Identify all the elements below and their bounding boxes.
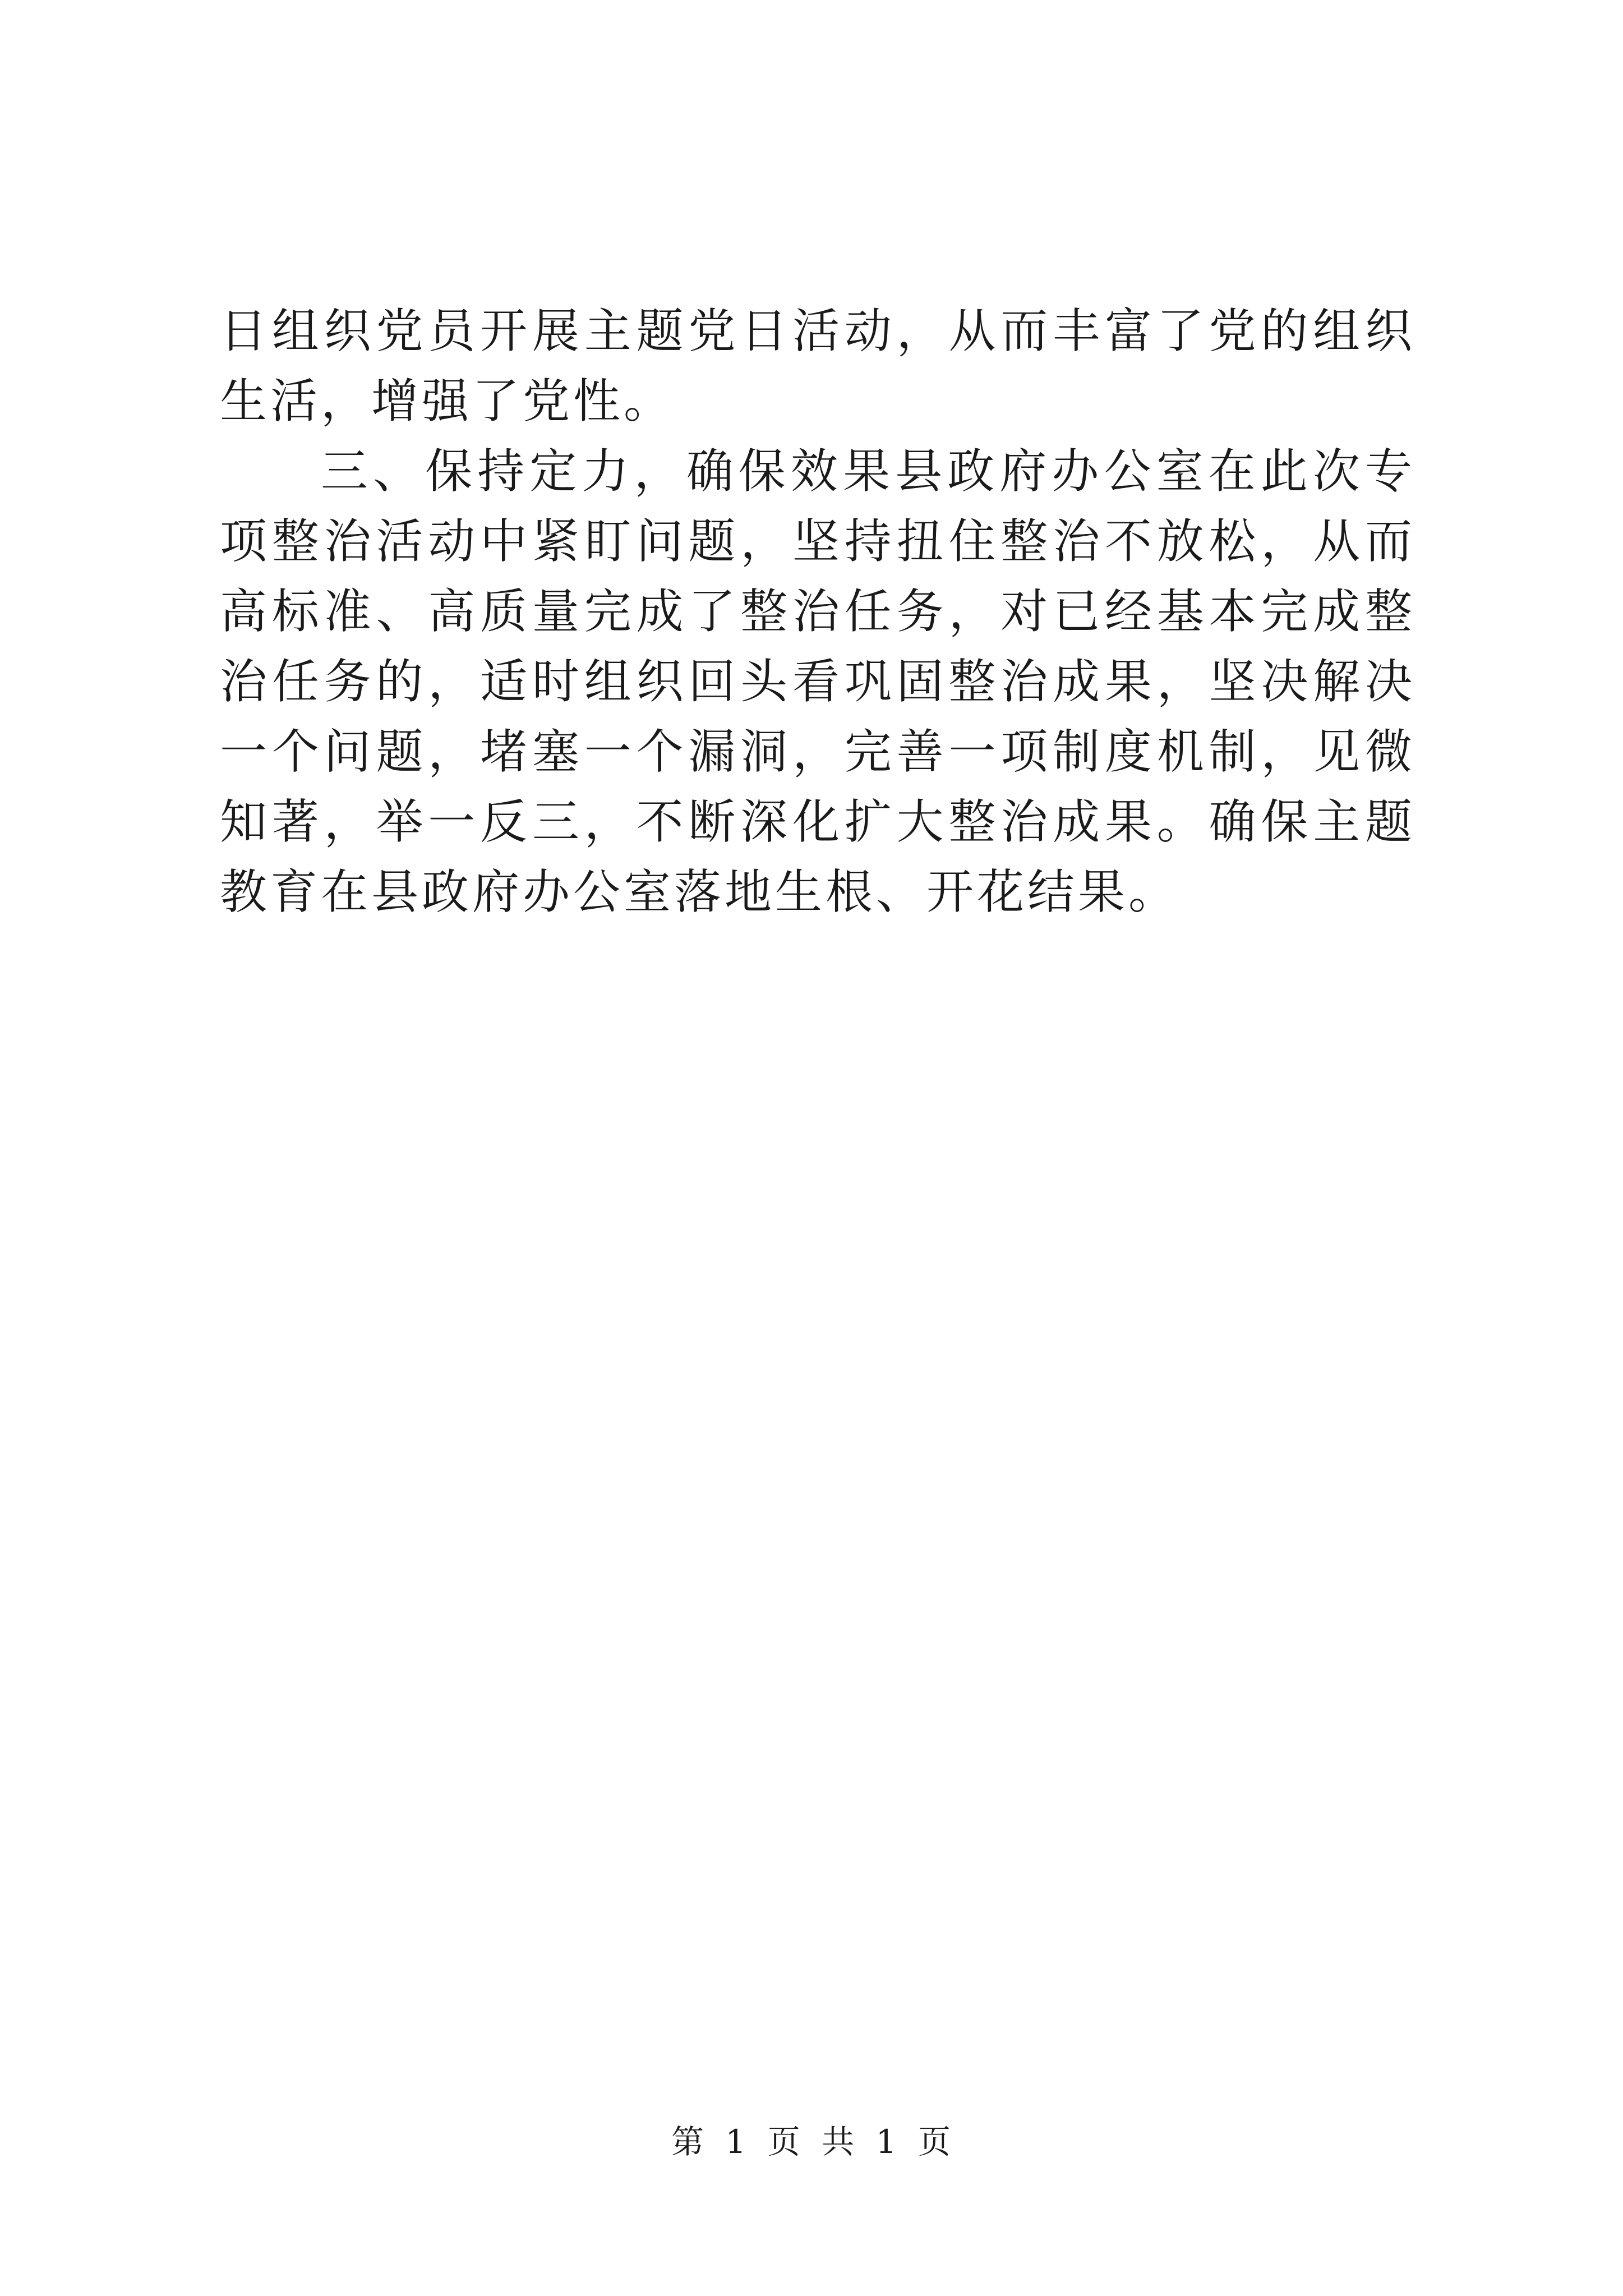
- paragraph-continuation: 日组织党员开展主题党日活动，从而丰富了党的组织生活，增强了党性。: [220, 303, 1415, 429]
- document-body: [220, 296, 1415, 927]
- page-footer-page-number: 第 1 页 共 1 页: [671, 2123, 952, 2161]
- paragraph-section-three: 三、保持定力，确保效果县政府办公室在此次专项整治活动中紧盯问题，坚持扭住整治不放松，从而高标准、高质量完成了整治任务，对已经基本完成整治任务的，适时组织回头看巩固整治成果，坚决解决一个问题，堵塞一个漏洞，完善一项制度机制，见微知著，举一反三，不断深化扩大整治成果。确保主题教育在县政府办公室落地生根、开花结果。: [220, 444, 1415, 919]
